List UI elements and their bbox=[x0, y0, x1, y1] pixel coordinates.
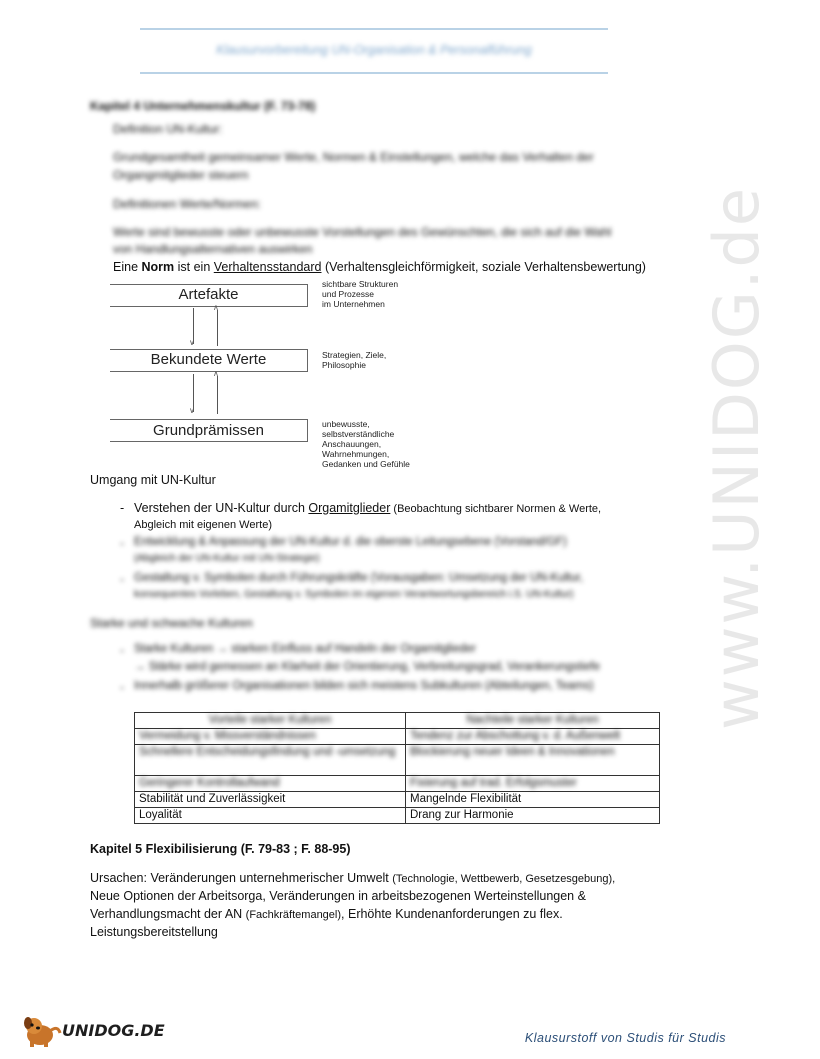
chapter5-line-1-main: Ursachen: Veränderungen unternehmerischer Umwelt bbox=[90, 871, 393, 885]
umgang-bullet-1-prefix: Verstehen der UN-Kultur durch bbox=[134, 501, 309, 515]
starke-bullet-1-line1: Starke Kulturen → starken Einfluss auf Handeln der Orgamitglieder bbox=[134, 643, 476, 655]
table-cell: Tendenz zur Abschottung v. d. Außenwelt bbox=[406, 729, 660, 745]
header-rule-bottom bbox=[140, 72, 608, 74]
definition-text-line-2: Organgmitglieder steuern bbox=[113, 168, 249, 182]
table-cell: Schnellere Entscheidungsfindung und -umsetzung bbox=[135, 745, 406, 776]
chapter5-line-4: Leistungsbereitstellung bbox=[90, 925, 218, 939]
level1-note: sichtbare Strukturen und Prozesse im Unternehmen bbox=[322, 279, 399, 309]
table-cell: Fixierung auf trad. Erfolgsmuster bbox=[406, 776, 660, 792]
norm-mid: ist ein bbox=[174, 260, 214, 274]
table-row bbox=[135, 745, 660, 776]
watermark-text: www.UNIDOG.de bbox=[700, 186, 773, 730]
arrow-down-1-head: ∨ bbox=[189, 338, 195, 347]
chapter5-title: Kapitel 5 Flexibilisierung (F. 79-83 ; F. 88-95) bbox=[90, 842, 351, 856]
dog-icon bbox=[20, 1013, 64, 1049]
umgang-bullet-1 bbox=[134, 499, 601, 518]
chapter5-line-3-small: (Fachkräftemangel) bbox=[245, 909, 342, 921]
level3-top-line bbox=[110, 419, 308, 420]
table-cell: Mangelnde Flexibilität bbox=[406, 792, 660, 808]
norm-suffix: (Verhaltensgleichförmigkeit, soziale Verhaltensbewertung) bbox=[321, 260, 646, 274]
table-cell: Stabilität und Zuverlässigkeit bbox=[135, 792, 406, 808]
chapter5-line-2: Neue Optionen der Arbeitsorga, Veränderungen in arbeitsbezogenen Werteinstellungen & bbox=[90, 889, 586, 903]
norm-prefix: Eine bbox=[113, 260, 142, 274]
table-row bbox=[135, 776, 660, 792]
table-cell: Drang zur Harmonie bbox=[406, 808, 660, 824]
table-row bbox=[135, 792, 660, 808]
chapter5-line-3-main: Verhandlungsmacht der AN bbox=[90, 907, 246, 921]
level2-side bbox=[307, 349, 308, 371]
unidog-logo[interactable] bbox=[20, 1013, 165, 1049]
umgang-title: Umgang mit UN-Kultur bbox=[90, 473, 216, 487]
starke-bullet-2: Innerhalb größerer Organisationen bilden sich meistens Subkulturen (Abteilungen, Teams) bbox=[134, 680, 594, 692]
chapter5-line-1-small: (Technologie, Wettbewerb, Gesetzesgebung), bbox=[392, 873, 616, 885]
table-cell: Blockierung neuer Ideen & Innovationen bbox=[406, 745, 660, 776]
strong-culture-table bbox=[134, 712, 660, 824]
arrow-up-2 bbox=[217, 376, 218, 414]
level3-bottom-line bbox=[110, 441, 308, 442]
level2-bottom-line bbox=[110, 371, 308, 372]
umgang-bullet-1-small: (Beobachtung sichtbarer Normen & Werte, bbox=[390, 503, 602, 515]
umgang-bullet-3-line2: konsequentes Vorleben, Gestaltung v. Symbolen im eigenen Verantwortungsbereich i.S. UN-Kultur) bbox=[134, 589, 574, 600]
umgang-bullet-1-underline: Orgamitglieder bbox=[308, 501, 391, 515]
watermark bbox=[620, 186, 820, 730]
footer-tagline: Klausurstoff von Studis für Studis bbox=[524, 1031, 726, 1045]
werte-definition-label: Definitionen Werte/Normen: bbox=[113, 197, 261, 211]
starke-title: Starke und schwache Kulturen bbox=[90, 616, 253, 630]
definition-text-line-1: Grundgesamtheit gemeinsamer Werte, Normen & Einstellungen, welche das Verhalten der bbox=[113, 150, 594, 164]
starke-bullet-1-line2: → Stärke wird gemessen an Klarheit der Orientierung, Verbreitungsgrad, Verankerungstiefe bbox=[134, 661, 601, 673]
header-rule-top bbox=[140, 28, 608, 30]
definition-label: Definition UN-Kultur: bbox=[113, 122, 223, 136]
chapter5-line-3-end: , Erhöhte Kundenanforderungen zu flex. bbox=[341, 907, 563, 921]
level2-top-line bbox=[110, 349, 308, 350]
umgang-bullet-3-line1: Gestaltung v. Symbolen durch Führungskräfte (Vorausgaben: Umsetzung der UN-Kultur, bbox=[134, 572, 584, 584]
table-header-pros: Vorteile starker Kulturen bbox=[135, 713, 406, 729]
level1-bottom-line bbox=[110, 306, 308, 307]
level3-side bbox=[307, 419, 308, 441]
table-header-row bbox=[135, 713, 660, 729]
level3-note: unbewusste, selbstverständliche Anschauungen, Wahrnehmungen, Gedanken und Gefühle bbox=[322, 419, 410, 469]
logo-text: UNIDOG.DE bbox=[62, 1021, 165, 1040]
umgang-bullet-3-marker: - bbox=[120, 572, 124, 586]
arrow-up-1 bbox=[217, 310, 218, 346]
umgang-bullet-2-marker: - bbox=[120, 536, 124, 550]
arrow-up-2-head: ∧ bbox=[213, 369, 219, 378]
table-cell: Loyalität bbox=[135, 808, 406, 824]
level1-top-line bbox=[110, 284, 308, 285]
level1-label: Artefakte bbox=[178, 286, 239, 303]
chapter5-line-1 bbox=[90, 869, 615, 888]
level2-note: Strategien, Ziele, Philosophie bbox=[322, 350, 387, 370]
chapter5-line-3 bbox=[90, 905, 563, 924]
umgang-bullet-2-line1: Entwicklung & Anpassung der UN-Kultur d. die oberste Leitungsebene (Vorstand/GF) bbox=[134, 536, 567, 548]
werte-line-1: Werte sind bewusste oder unbewusste Vorstellungen des Gewünschten, die sich auf die Wahl bbox=[113, 225, 612, 239]
norm-bold: Norm bbox=[141, 260, 175, 274]
level3-label: Grundprämissen bbox=[153, 422, 264, 439]
table-header-cons: Nachteile starker Kulturen bbox=[406, 713, 660, 729]
starke-bullet-1-marker: - bbox=[120, 643, 124, 657]
arrow-down-2-head: ∨ bbox=[189, 406, 195, 415]
starke-bullet-2-marker: - bbox=[120, 680, 124, 694]
umgang-bullet-1-line2: Abgleich mit eigenen Werte) bbox=[134, 519, 272, 531]
chapter4-title: Kapitel 4 Unternehmenskultur (F. 73-78) bbox=[90, 99, 316, 113]
norm-underline: Verhaltensstandard bbox=[213, 260, 322, 274]
table-cell: Vermeidung v. Missverständnissen bbox=[135, 729, 406, 745]
table-row bbox=[135, 808, 660, 824]
arrow-up-1-head: ∧ bbox=[213, 303, 219, 312]
norm-definition bbox=[113, 258, 646, 276]
level1-side bbox=[307, 284, 308, 306]
werte-line-2: von Handlungsalternativen auswirken bbox=[113, 242, 313, 256]
header-title: Klausurvorbereitung UN-Organisation & Personalführung bbox=[216, 43, 532, 57]
table-row bbox=[135, 729, 660, 745]
umgang-bullet-2-line2: (Abgleich der UN-Kultur mit UN-Strategie) bbox=[134, 553, 320, 564]
table-cell: Geringerer Kontrollaufwand bbox=[135, 776, 406, 792]
umgang-bullet-1-marker: - bbox=[120, 501, 125, 515]
level2-label: Bekundete Werte bbox=[150, 351, 267, 368]
